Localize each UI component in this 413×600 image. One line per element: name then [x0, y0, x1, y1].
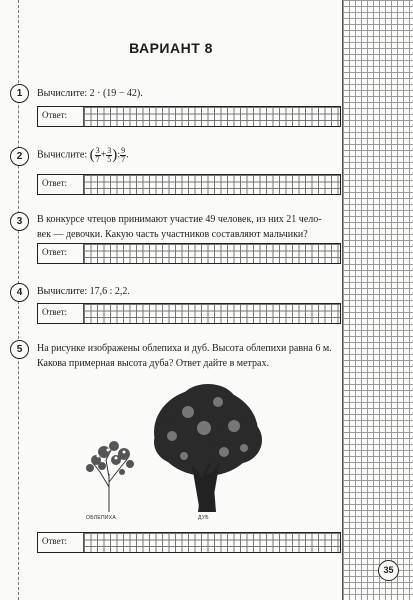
- question-1-text: Вычислите: 2 · (19 − 42).: [37, 88, 143, 99]
- answer-label: Ответ:: [42, 178, 68, 188]
- answer-box-4[interactable]: [37, 303, 341, 324]
- answer-box-5[interactable]: [37, 532, 341, 553]
- question-3-text: [37, 212, 337, 242]
- answer-cells[interactable]: [83, 304, 340, 323]
- answer-label: Ответ:: [42, 536, 68, 546]
- sea-buckthorn-tree-image: [78, 432, 140, 512]
- question-number-3: 3: [10, 212, 29, 231]
- fraction-1: $\frac{3}{7}$: [95, 145, 100, 164]
- question-2-prefix: Вычислите:: [37, 149, 88, 161]
- answer-box-3[interactable]: [37, 243, 341, 264]
- answer-cells[interactable]: [83, 533, 340, 552]
- answer-label: Ответ:: [42, 247, 68, 257]
- page-number: 35: [378, 560, 399, 581]
- question-5-line-2: Какова примерная высота дуба? Ответ дайте в метрах.: [37, 358, 269, 369]
- question-3-line-2: век — девочки. Какую часть участников составляют мальчики?: [37, 229, 308, 240]
- question-number-4: 4: [10, 283, 29, 302]
- page-title: ВАРИАНТ 8: [129, 40, 213, 56]
- question-4-text: Вычислите: 17,6 : 2,2.: [37, 286, 130, 297]
- answer-cells[interactable]: [83, 107, 340, 126]
- sea-buckthorn-label: ОБЛЕПИХА: [86, 515, 117, 521]
- question-number-2: 2: [10, 147, 29, 166]
- question-number-5: 5: [10, 340, 29, 359]
- answer-box-1[interactable]: [37, 106, 341, 127]
- fraction-3: $\frac{9}{7}$: [121, 145, 126, 164]
- question-number-1: 1: [10, 84, 29, 103]
- question-2-text: Вычислите: ( $\frac{3}{7}$ + $\frac{3}{5}$ ): $\frac{9}{7}$ .: [37, 145, 129, 164]
- question-3-line-1: В конкурсе чтецов принимают участие 49 человек, из них 21 чело-: [37, 214, 322, 225]
- answer-cells[interactable]: [83, 244, 340, 263]
- oak-label: ДУБ: [198, 515, 209, 521]
- fraction-2: $\frac{3}{5}$: [107, 145, 112, 164]
- answer-box-2[interactable]: [37, 174, 341, 195]
- margin-grid: [342, 0, 413, 600]
- answer-label: Ответ:: [42, 110, 68, 120]
- question-5-line-1: На рисунке изображены облепиха и дуб. Высота облепихи равна 6 м.: [37, 343, 332, 354]
- answer-label: Ответ:: [42, 307, 68, 317]
- answer-cells[interactable]: [83, 175, 340, 194]
- oak-tree-image: [148, 382, 266, 512]
- question-5-text: [37, 341, 337, 371]
